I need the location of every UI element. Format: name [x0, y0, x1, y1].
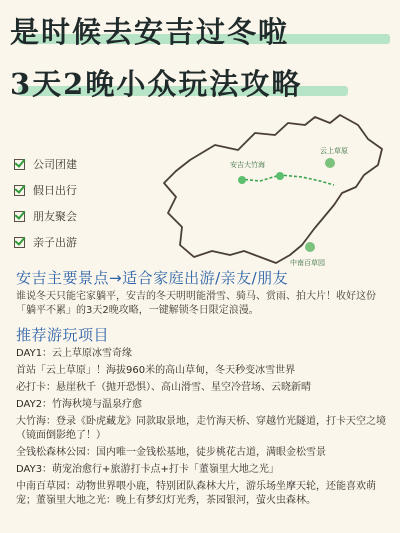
- check-item: [14, 178, 77, 202]
- list-item: DAY3：萌宠治愈行+旅游打卡点+打卡「董嶺里大地之光」: [16, 464, 279, 475]
- list-item: 首站「云上草原」！海拔960米的高山草甸，冬天秒变冰雪世界: [16, 365, 296, 376]
- check-item-label: 朋友聚会: [33, 210, 77, 223]
- checkbox-icon: [14, 211, 25, 222]
- recommend-list: [16, 347, 390, 511]
- anji-map: [120, 105, 400, 275]
- list-item: DAY2：竹海秋境与温泉疗愈: [16, 399, 143, 410]
- list-item: 中南百草园：动物世界喂小鹿，特别团队森林大片，游乐场坐摩天轮，还能喜欢萌宠；董嶺里大地之光：晚上有梦幻灯光秀，茶园银河，萤火虫森林。: [16, 481, 376, 506]
- map-marker-icon: [238, 176, 246, 184]
- map-marker-icon: [305, 242, 315, 252]
- map-route: [240, 175, 334, 185]
- map-outline: [164, 115, 382, 263]
- intro-paragraph: 谁说冬天只能宅家躺平，安吉的冬天明明能滑雪、骑马、赏雨、拍大片！收好这份「躺平不累」的3天2晚攻略，一键解锁冬日限定浪漫。: [16, 291, 376, 316]
- map-label: 云上草原: [320, 147, 348, 155]
- list-item: DAY1：云上草原冰雪奇缘: [16, 348, 133, 359]
- section-title: 安吉主要景点→适合家庭出游/亲友/朋友: [16, 269, 289, 287]
- checklist: [14, 152, 77, 256]
- page-title-line-1: 是时候去安吉过冬啦: [10, 15, 290, 49]
- recommend-title: 推荐游玩项目: [16, 326, 110, 344]
- check-item-label: 亲子出游: [33, 236, 77, 249]
- page-title-line-2: 3天2晚小众玩法攻略: [10, 67, 303, 101]
- map-label: 中南百草园: [290, 259, 325, 267]
- map-label: 安吉大竹海: [230, 161, 265, 169]
- check-item: [14, 152, 77, 176]
- check-item-label: 公司团建: [33, 158, 77, 171]
- map-marker-icon: [325, 158, 335, 168]
- check-item: [14, 204, 77, 228]
- list-item: 大竹海：登录《卧虎藏龙》同款取景地，走竹海天桥、穿越竹光隧道，打卡天空之境（镜面倒影绝了！）: [16, 416, 386, 441]
- list-item: 必打卡：悬崖秋千（抛开恐惧）、高山滑雪、星空冷营场、云晓新晴: [16, 382, 311, 393]
- checkbox-icon: [14, 237, 25, 248]
- list-item: 全钱松森林公园：国内唯一金钱松基地，徒步桃花古道，满眼金松雪景: [16, 447, 326, 458]
- check-item-label: 假日出行: [33, 184, 77, 197]
- checkbox-icon: [14, 159, 25, 170]
- check-item: [14, 230, 77, 254]
- checkbox-icon: [14, 185, 25, 196]
- map-marker-icon: [276, 172, 284, 180]
